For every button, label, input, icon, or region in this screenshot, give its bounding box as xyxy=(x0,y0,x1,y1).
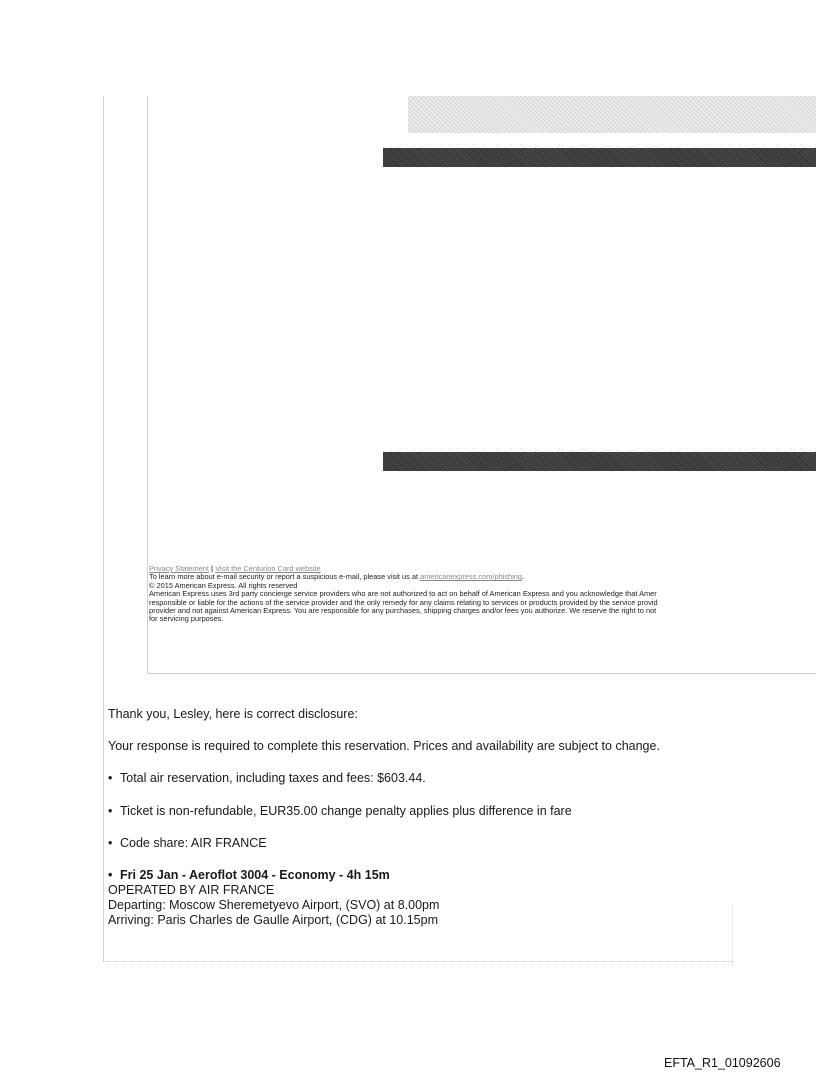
bullet-ticket xyxy=(108,804,572,818)
security-text: To learn more about e-mail security or report a suspicious e-mail, please visit us at xyxy=(149,572,421,582)
privacy-statement-link[interactable]: Privacy Statement xyxy=(149,565,209,573)
bullet-icon: • xyxy=(108,868,113,882)
bullet-flight xyxy=(108,868,390,882)
departing-text: Departing: Moscow Sheremetyevo Airport, (SVO) at 8.00pm xyxy=(108,898,440,912)
bullet-codeshare xyxy=(108,836,267,850)
ticket-text: Ticket is non-refundable, EUR35.00 change penalty applies plus difference in fare xyxy=(120,804,572,818)
copyright-line: © 2015 American Express. All rights reserved xyxy=(149,580,298,590)
bullet-icon: • xyxy=(108,771,113,785)
operated-by-text: OPERATED BY AIR FRANCE xyxy=(108,883,275,897)
dotted-divider xyxy=(732,905,733,965)
redaction-bar-bottom xyxy=(383,452,816,471)
disclaimer-line-1: American Express uses 3rd party concierge service providers who are not authorized to act on behalf of American Express and you acknowledge that Amer xyxy=(149,589,657,599)
bullet-icon: • xyxy=(108,804,113,818)
codeshare-text: Code share: AIR FRANCE xyxy=(120,836,267,850)
amex-footer xyxy=(149,565,816,624)
phishing-link[interactable]: americanexpress.com/phishing xyxy=(420,572,522,582)
arriving-text: Arriving: Paris Charles de Gaulle Airport, (CDG) at 10.15pm xyxy=(108,913,438,927)
bullet-icon: • xyxy=(108,836,113,850)
greeting-text: Thank you, Lesley, here is correct disclosure: xyxy=(108,707,358,721)
disclaimer-line-4: for servicing purposes. xyxy=(149,614,224,624)
total-text: Total air reservation, including taxes and fees: $603.44. xyxy=(120,771,426,785)
security-suffix: . xyxy=(521,572,525,582)
bullet-total xyxy=(108,771,426,785)
document-id: EFTA_R1_01092606 xyxy=(664,1056,781,1070)
redaction-bar-top xyxy=(383,148,816,167)
flight-heading: Fri 25 Jan - Aeroflot 3004 - Economy - 4h 15m xyxy=(120,868,390,882)
redacted-image-block xyxy=(408,96,816,133)
disclaimer-line-2: responsible or liable for the actions of the service provider and the only remedy for any claims relating to services or products provided by the service provid xyxy=(149,597,658,607)
link-separator: | xyxy=(211,565,214,573)
notice-text: Your response is required to complete this reservation. Prices and availability are subject to change. xyxy=(108,739,660,753)
centurion-card-link[interactable]: Visit the Centurion Card website xyxy=(215,565,321,573)
disclaimer-line-3: provider and not against American Express. You are responsible for any purchases, shipping charges and/or fees you authorize. We reserve the right to not xyxy=(149,606,657,616)
